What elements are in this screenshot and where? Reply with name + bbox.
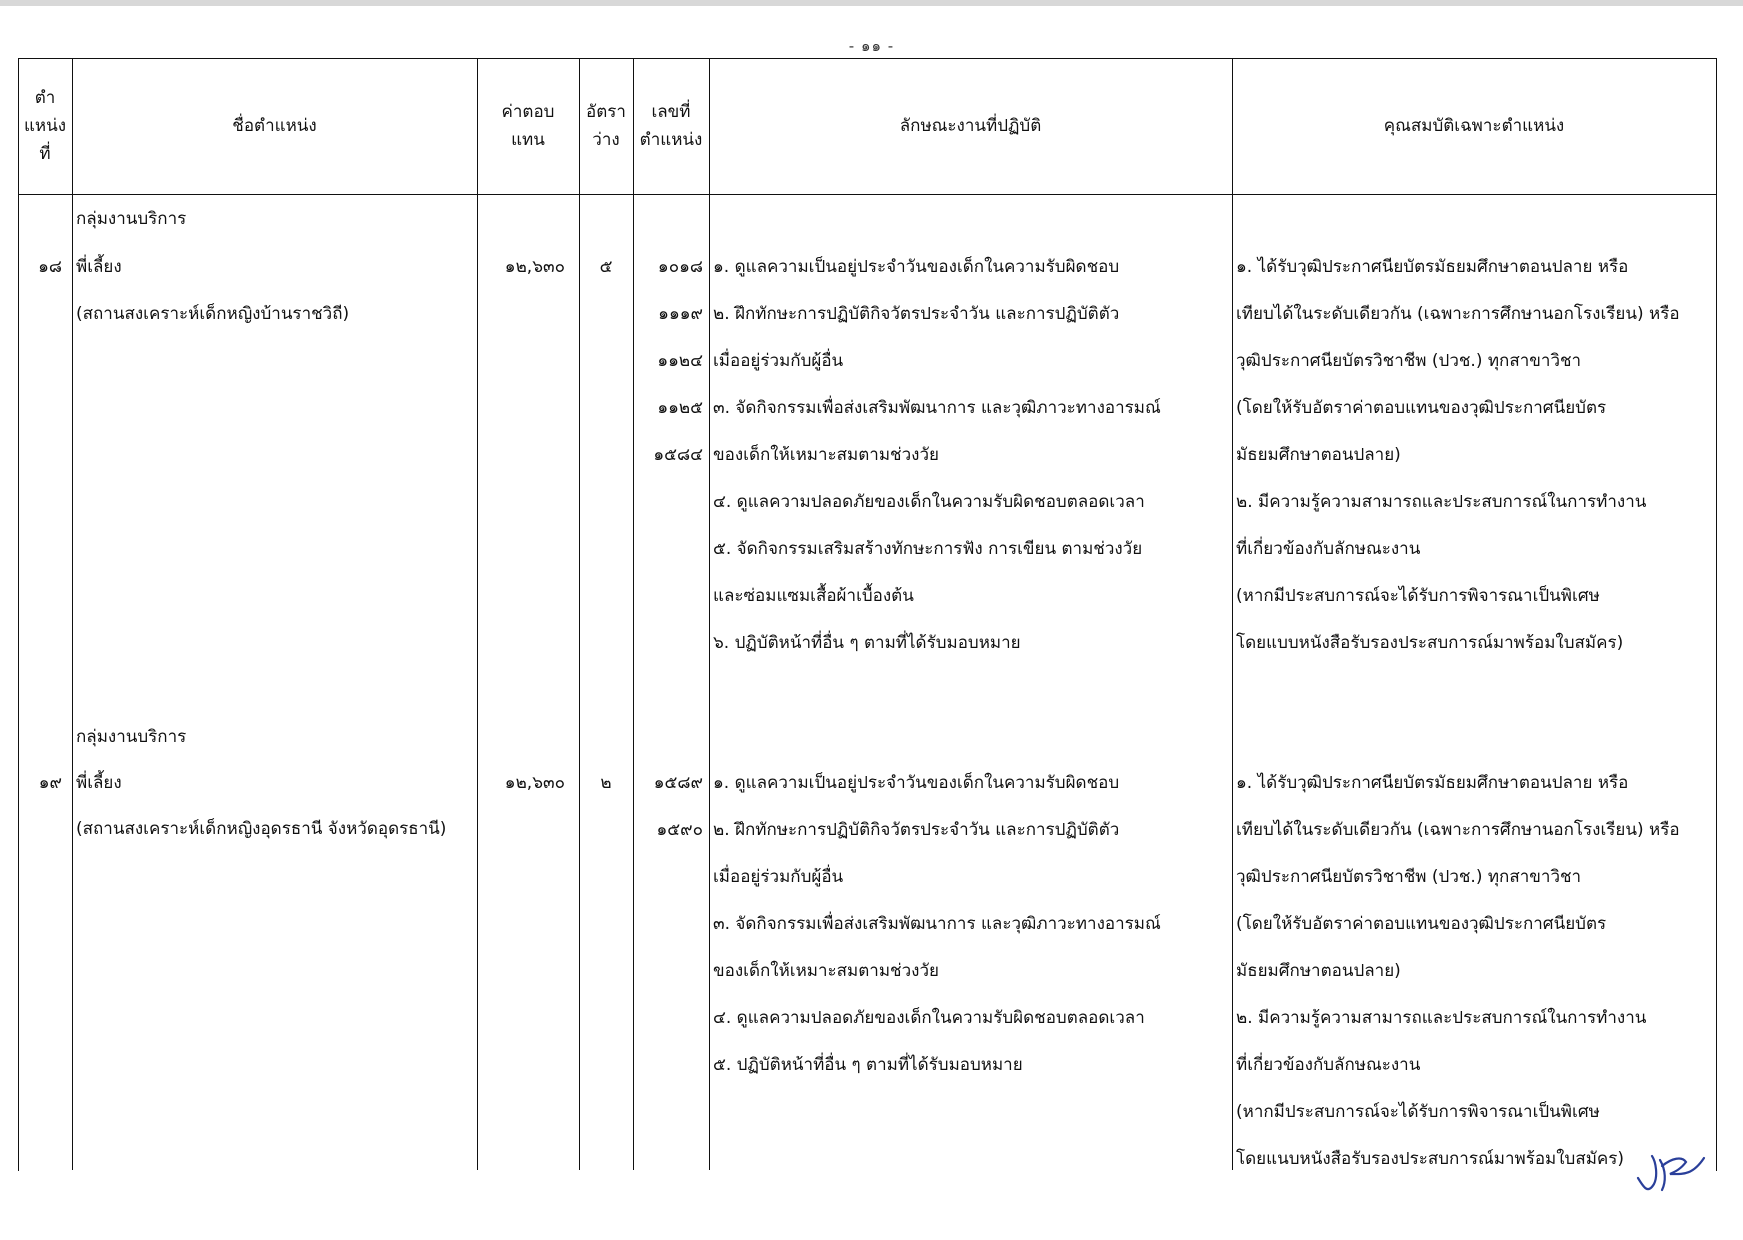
header-divider — [18, 194, 1716, 195]
column-divider — [477, 58, 478, 1170]
header-vacancies: อัตรา ว่าง — [586, 102, 626, 150]
row-18-title: พี่เลี้ยง — [76, 257, 122, 277]
row-18-qualifications: ๑. ได้รับวุฒิประกาศนียบัตรมัธยมศึกษาตอนปลาย หรือ เทียบได้ในระดับเดียวกัน (เฉพาะการศึกษานอกโรงเรียน) หรือ วุฒิประกาศนียบัตรวิชาชีพ (ปวช.) ทุกสาขาวิชา (โดยให้รับอัตราค่าตอบแทนของวุฒิประกาศนียบัตร มัธยมศึกษาตอนปลาย) ๒. มีความรู้ความสามารถและประสบการณ์ในการทำงาน ที่เกี่ยวข้องกับลักษณะงาน (หากมีประสบการณ์จะได้รับการพิจารณาเป็นพิเศษ โดยแบบหนังสือรับรองประสบการณ์มาพร้อมใบสมัคร) — [1236, 257, 1680, 653]
row-18-vacancies: ๕ — [599, 257, 613, 277]
row-18-number: ๑๘ — [38, 257, 62, 277]
header-qualifications: คุณสมบัติเฉพาะตำแหน่ง — [1383, 116, 1565, 136]
column-divider — [709, 58, 710, 1170]
header-position-ids: เลขที่ ตำแหน่ง — [639, 102, 703, 150]
header-position-no: ตำ แหน่ง ที่ — [23, 88, 67, 164]
scan-top-edge — [0, 0, 1743, 6]
row-18-position-ids: ๑๐๑๘ ๑๑๑๙ ๑๑๒๔ ๑๑๒๕ ๑๕๘๔ — [653, 257, 703, 465]
row-18-salary: ๑๒,๖๓๐ — [504, 257, 565, 277]
handwritten-signature — [1630, 1140, 1710, 1200]
row-19-number: ๑๙ — [38, 773, 62, 793]
header-salary: ค่าตอบ แทน — [501, 102, 555, 150]
row-19-title: พี่เลี้ยง — [76, 773, 122, 793]
row-19-position-ids: ๑๕๘๙ ๑๕๙๐ — [653, 773, 703, 840]
column-divider — [1232, 58, 1233, 1170]
page-number: - ๑๑ - — [848, 37, 895, 55]
header-duties: ลักษณะงานที่ปฏิบัติ — [899, 116, 1042, 136]
row-19-qualifications: ๑. ได้รับวุฒิประกาศนียบัตรมัธยมศึกษาตอนปลาย หรือ เทียบได้ในระดับเดียวกัน (เฉพาะการศึกษานอกโรงเรียน) หรือ วุฒิประกาศนียบัตรวิชาชีพ (ปวช.) ทุกสาขาวิชา (โดยให้รับอัตราค่าตอบแทนของวุฒิประกาศนียบัตร มัธยมศึกษาตอนปลาย) ๒. มีความรู้ความสามารถและประสบการณ์ในการทำงาน ที่เกี่ยวข้องกับลักษณะงาน (หากมีประสบการณ์จะได้รับการพิจารณาเป็นพิเศษ โดยแนบหนังสือรับรองประสบการณ์มาพร้อมใบสมัคร) — [1236, 773, 1680, 1169]
column-divider — [72, 58, 73, 1170]
row-19-vacancies: ๒ — [600, 773, 612, 793]
row-19-salary: ๑๒,๖๓๐ — [504, 773, 565, 793]
header-position-name: ชื่อตำแหน่ง — [232, 116, 317, 136]
row-18-duties: ๑. ดูแลความเป็นอยู่ประจำวันของเด็กในความรับผิดชอบ ๒. ฝึกทักษะการปฏิบัติกิจวัตรประจำวัน และการปฏิบัติตัว เมื่ออยู่ร่วมกับผู้อื่น ๓. จัดกิจกรรมเพื่อส่งเสริมพัฒนาการ และวุฒิภาวะทางอารมณ์ ของเด็กให้เหมาะสมตามช่วงวัย ๔. ดูแลความปลอดภัยของเด็กในความรับผิดชอบตลอดเวลา ๕. จัดกิจกรรมเสริมสร้างทักษะการฟัง การเขียน ตามช่วงวัย และซ่อมแซมเสื้อผ้าเบื้องต้น ๖. ปฏิบัติหน้าที่อื่น ๆ ตามที่ได้รับมอบหมาย — [713, 257, 1161, 653]
row-18-unit: (สถานสงเคราะห์เด็กหญิงบ้านราชวิถี) — [76, 304, 350, 324]
column-divider — [579, 58, 580, 1170]
row-18-group: กลุ่มงานบริการ — [76, 209, 187, 229]
row-19-unit: (สถานสงเคราะห์เด็กหญิงอุดรธานี จังหวัดอุดรธานี) — [76, 819, 447, 839]
column-divider — [633, 58, 634, 1170]
row-19-group: กลุ่มงานบริการ — [76, 727, 187, 747]
row-19-duties: ๑. ดูแลความเป็นอยู่ประจำวันของเด็กในความรับผิดชอบ ๒. ฝึกทักษะการปฏิบัติกิจวัตรประจำวัน และการปฏิบัติตัว เมื่ออยู่ร่วมกับผู้อื่น ๓. จัดกิจกรรมเพื่อส่งเสริมพัฒนาการ และวุฒิภาวะทางอารมณ์ ของเด็กให้เหมาะสมตามช่วงวัย ๔. ดูแลความปลอดภัยของเด็กในความรับผิดชอบตลอดเวลา ๕. ปฏิบัติหน้าที่อื่น ๆ ตามที่ได้รับมอบหมาย — [713, 773, 1161, 1075]
